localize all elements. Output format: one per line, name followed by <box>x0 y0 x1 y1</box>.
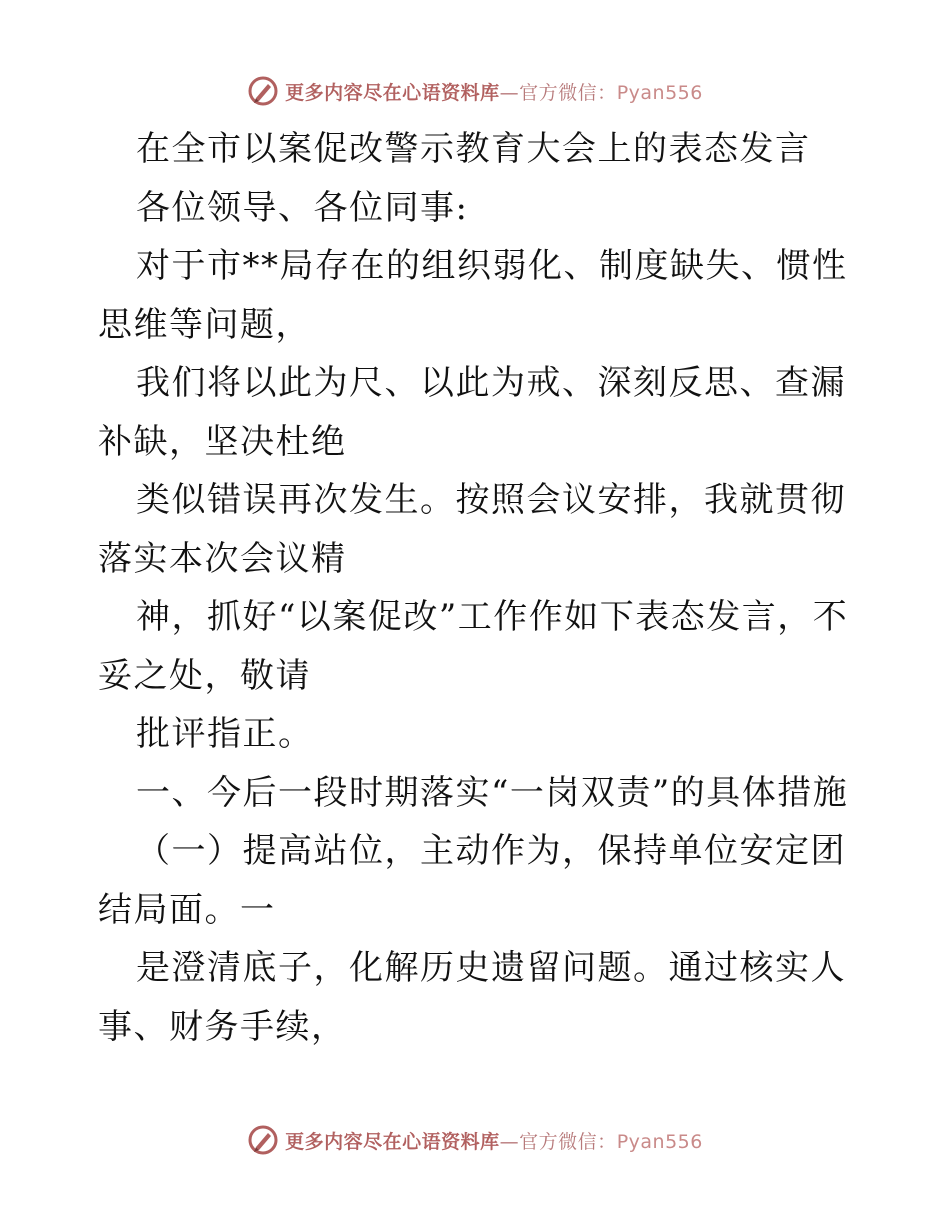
subsection-heading: （一）提高站位，主动作为，保持单位安定团结局面。一 <box>98 831 846 930</box>
pen-in-circle-logo-icon <box>247 1124 279 1156</box>
section-heading: 一、今后一段时期落实“一岗双责”的具体措施 <box>136 772 849 813</box>
watermark-wechat-id: Pyan556 <box>616 1130 703 1153</box>
watermark-prefix: 更多内容尽在心语资料库 <box>285 1130 500 1153</box>
footer-watermark <box>0 1120 950 1160</box>
pen-in-circle-logo-icon <box>247 75 279 107</box>
document-title: 在全市以案促改警示教育大会上的表态发言 <box>136 129 811 169</box>
document-body <box>98 120 858 1056</box>
watermark-suffix: —官方微信： <box>499 1130 617 1153</box>
paragraph: 对于市**局存在的组织弱化、制度缺失、惯性思维等问题， <box>98 246 848 345</box>
paragraph: 是澄清底子，化解历史遗留问题。通过核实人事、财务手续， <box>98 948 846 1047</box>
watermark-text <box>285 78 703 105</box>
watermark-prefix: 更多内容尽在心语资料库 <box>285 81 500 104</box>
header-watermark <box>0 71 950 111</box>
paragraph-salutation: 各位领导、各位同事: <box>136 187 469 228</box>
watermark-suffix: —官方微信： <box>499 81 617 104</box>
paragraph: 我们将以此为尺、以此为戒、深刻反思、查漏补缺，坚决杜绝 <box>98 363 846 462</box>
paragraph: 类似错误再次发生。按照会议安排，我就贯彻落实本次会议精 <box>98 480 846 579</box>
watermark-wechat-id: Pyan556 <box>616 81 703 104</box>
paragraph: 神，抓好“以案促改”工作作如下表态发言，不妥之处，敬请 <box>98 597 849 696</box>
watermark-text <box>285 1127 703 1154</box>
paragraph: 批评指正。 <box>136 714 314 754</box>
